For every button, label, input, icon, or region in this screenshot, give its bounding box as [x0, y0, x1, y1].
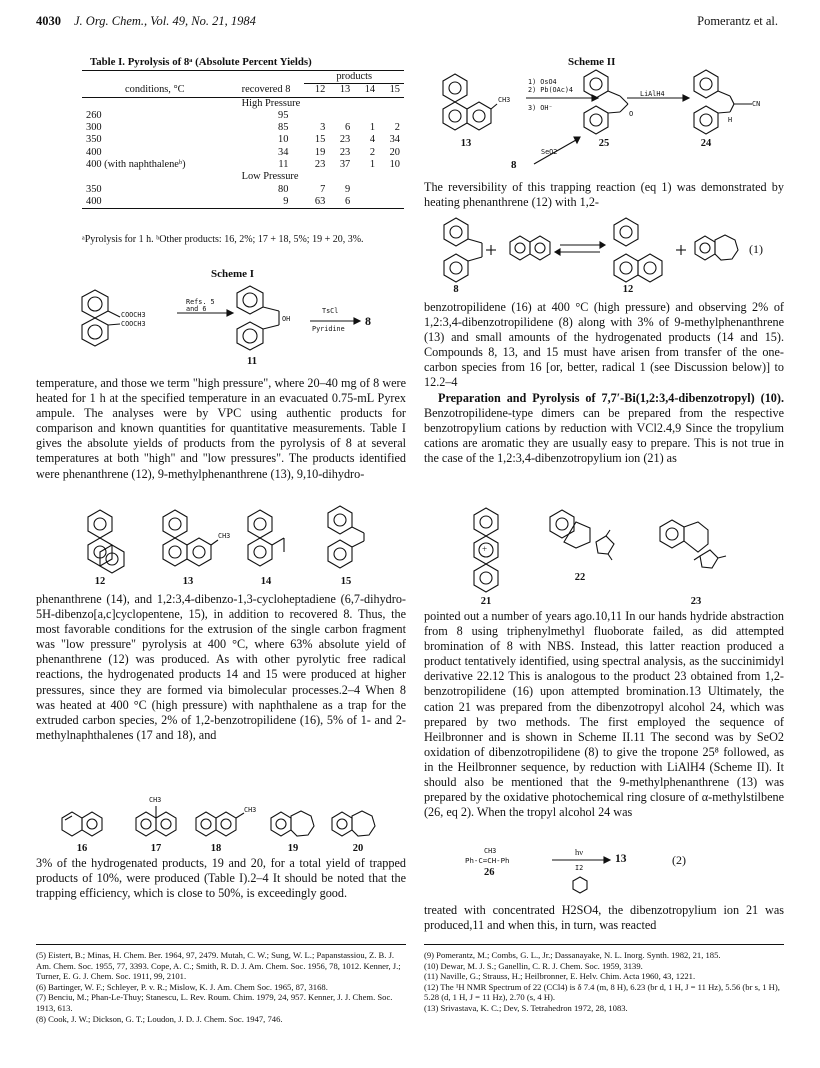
ch3-label-17: CH3: [149, 796, 162, 804]
yield-cell: 4: [369, 134, 376, 146]
compound-label-17: 17: [150, 843, 162, 854]
left-paragraph-1: temperature, and those we term "high pressure", where 20–40 mg of 8 were heated for 1 h at the specified temperature in an evacuated 0.75-mL Pyrex ampule. The analyses were by VPC using authentic products for comparison and known quantities for quantitative measurements. Table I gives the absolute yields of products from the pyrolysis of 8 at several temperatures at both "high" and "low pressures". The products identified were phenanthrene (12), 9-methylphenanthrene (13), 9,10-dihydro-: [36, 376, 406, 481]
footnote-11: (11) Naville, G.; Strauss, H.; Heilbronner, E. Helv. Chim. Acta 1960, 43, 1221.: [424, 971, 696, 982]
scheme1-reagent-2b: Pyridine: [312, 325, 345, 333]
yield-cell: 9: [345, 183, 351, 195]
page-number: 4030: [36, 14, 61, 28]
compound-label-11: 11: [247, 356, 257, 367]
condition-cell: 400: [86, 146, 102, 158]
footnote-9: (9) Pomerantz, M.; Combs, G. L., Jr.; Dassanayake, N. L. Inorg. Synth. 1982, 21, 185.: [424, 950, 721, 960]
yield-cell: 7: [320, 183, 326, 195]
yield-cell: 63: [314, 195, 326, 207]
footnote-12: (12) The ¹H NMR Spectrum of 22 (CCl4) is δ 7.4 (m, 8 H), 6.23 (br d, 1 H, J = 11 Hz), 5.56 (br s, 1 H), 5.28 (d, 1 H, J = 11 Hz), 2.70 (s, 4 H).: [424, 981, 780, 1003]
yield-cell: 2: [369, 146, 376, 158]
footnotes-left: [36, 950, 406, 1024]
condition-cell: 260: [86, 109, 102, 121]
yield-cell: 6: [345, 195, 351, 207]
left-paragraph-3: 3% of the hydrogenated products, 19 and 20, for a total yield of trapped products of 10%, were produced (Table I).2–4 It should be noted that the trapping efficiency, which is close to 50%, is exceedingly good.: [36, 856, 406, 901]
footnote-7: (7) Benciu, M.; Phan-Le-Thuy; Stanescu, L. Rev. Roum. Chim. 1979, 24, 957. Kenner, J. J. Chem. Soc. 1913, 613.: [36, 992, 393, 1013]
condition-cell: 400 (with naphthaleneᵇ): [86, 159, 186, 171]
yield-cell: 6: [345, 122, 351, 134]
scheme2-lialh4: LiAlH4: [640, 90, 665, 98]
footnote-10: (10) Dewar, M. J. S.; Ganellin, C. R. J. Chem. Soc. 1959, 3139.: [424, 960, 643, 971]
yield-cell: 10: [278, 134, 289, 146]
cooch3-b: COOCH3: [121, 320, 146, 328]
right-paragraph-5: treated with concentrated H2SO4, the dibenzotropylium ion 21 was produced,11 and when this, in turn, was reacted: [424, 903, 784, 933]
eq2-hv: hν: [575, 847, 584, 857]
footnote-8: (8) Cook, J. W.; Dickson, G. T.; Loudon, J. D. J. Chem. Soc. 1947, 746.: [36, 1013, 283, 1024]
products-header: products: [304, 71, 404, 84]
compound-label-19: 19: [287, 843, 299, 854]
right-paragraph-4: pointed out a number of years ago.10,11 In our hands hydride abstraction from 8 using triphenylmethyl fluoborate failed, as did attempted bromination of 8 with NBS. Instead, this latter reaction produced a product tentatively identified, using spectral analysis, as the succinimidyl derivative 22.12 This is analogous to the product 23 obtained from 1,2-benzotropilidene (16) upon attempted bromination.13 Ultimately, the cation 21 was prepared from the dibenzotropyl alcohol 24, which was prepared by two methods. The first employed the sequence of Heilbronner and is shown in Scheme II.11 The second was by SeO2 oxidation of dibenzotropilidene (8) to give the tropone 25⁸ followed, as in the Heilbronner sequence, by reduction with LiAlH4 (Scheme II). It should also be mentioned that the 9-methylphenanthrene (13) was prepared by the oxidative photochemical ring closure of α-methylstilbene (26, eq 2). When the tropyl alcohol 24 was: [424, 609, 784, 820]
condition-cell: 400: [86, 195, 102, 207]
compound-label-15: 15: [340, 576, 352, 587]
yield-cell: 34: [278, 146, 289, 158]
compound-label-20: 20: [352, 843, 364, 854]
eq2-number: (2): [672, 853, 686, 867]
condition-cell: 350: [86, 183, 102, 195]
condition-cell: 300: [86, 122, 102, 134]
eq2-formula: Ph-C=CH-Ph: [465, 856, 510, 865]
scheme1-reagent-1a: Refs. 5: [186, 298, 215, 306]
table-title: Table I. Pyrolysis of 8ᵃ (Absolute Percent Yields): [90, 56, 312, 68]
yield-cell: 15: [314, 134, 326, 146]
cooch3-a: COOCH3: [121, 311, 146, 319]
right-paragraph-2: benzotropilidene (16) at 400 °C (high pressure) and observing 2% of 1,2:3,4-dibenzotropilidene (8) along with 3% of 9-methylphenanthrene (13) and small amounts of the hydrogenated products (14 and 15). Compounds 8, 13, and 15 must have arisen from transfer of the one-carbon species from 16 [or, better, radical 1 (see Discussion below)] to 12.2–4: [424, 300, 784, 390]
yield-cell: 85: [278, 122, 289, 134]
ch3-label-18: CH3: [244, 806, 257, 814]
compound-label-23: 23: [690, 596, 702, 607]
yield-cell: 11: [278, 159, 289, 171]
yield-cell: 23: [339, 134, 351, 146]
table-footnote: ᵃPyrolysis for 1 h. ᵇOther products: 16, 2%; 17 + 18, 5%; 19 + 20, 3%.: [82, 234, 364, 245]
scheme2-label-13: 13: [460, 138, 472, 149]
table-header-row: conditions, °C recovered 8 12 13 14 15: [82, 84, 404, 97]
scheme2-label-25: 25: [598, 138, 610, 149]
scheme2-label-8: 8: [511, 159, 517, 171]
scheme2-h: H: [728, 116, 733, 124]
eq1-number: (1): [749, 242, 763, 256]
yield-cell: 10: [389, 159, 400, 171]
yield-cell: 80: [278, 183, 289, 195]
eq2-ch3: CH3: [484, 847, 497, 855]
scheme2-cn: CN: [752, 100, 761, 108]
yield-cell: 9: [283, 195, 289, 207]
footnotes-right: [424, 950, 784, 1014]
yield-cell: 1: [369, 122, 376, 134]
left-paragraph-2: phenanthrene (14), and 1,2:3,4-dibenzo-1,3-cycloheptadiene (6,7-dihydro-5H-dibenzo[a,c]cyclopentene, 15), in addition to recovered 8. Thus, the most favorable conditions for the extrusion of the single carbon fragment was "low pressure" pyrolysis at 400 °C, where 63% absolute yield of phenanthrene (12) was produced. As with other pyrolytic free radical reactions, the hydrogenated products 14 and 15 were produced at higher pressures, since they are formed via bimolecular processes.2–4 When 8 was heated at 400 °C (high pressure) with naphthalene as a trap for the extruded carbon species, 2% of 1,2-benzotropilidene (16), 5% of 1- and 2-methylnaphthalenes (17 and 18), and: [36, 592, 406, 742]
scheme1-product: 8: [365, 314, 371, 328]
scheme1-reagent-1b: and 6: [186, 305, 207, 313]
section-text: Benzotropilidene-type dimers can be prepared from the respective benzotropylium cations by reduction with VCl2.4,9 Since the tropylium cations are aromatic they are usually easy to prepare. This is not true in the case of the 1,2:3,4-dibenzotropylium ion (21) as: [424, 406, 784, 466]
scheme2-seo2: SeO2: [541, 148, 558, 156]
scheme2-step2: 2) Pb(OAc)4: [528, 86, 574, 94]
yield-cell: 2: [394, 122, 400, 134]
cation-plus-icon: +: [482, 544, 488, 554]
scheme1-reagent-2a: TsCl: [322, 307, 339, 315]
eq2-i2: I2: [575, 864, 584, 872]
yield-cell: 19: [314, 146, 326, 158]
eq1-label-12: 12: [622, 284, 634, 295]
section-heading: Preparation and Pyrolysis of 7,7′-Bi(1,2:3,4-dibenzotropyl) (10).: [438, 391, 784, 405]
yield-cell: 23: [339, 146, 351, 158]
right-paragraph-1: The reversibility of this trapping reaction (eq 1) was demonstrated by heating phenanthrene (12) with 1,2-: [424, 180, 784, 210]
scheme2-step3: 3) OH⁻: [528, 104, 553, 112]
low-pressure-label: Low Pressure: [241, 171, 299, 183]
eq2-product: 13: [615, 853, 627, 865]
scheme2-ch3: CH3: [498, 96, 511, 104]
yield-cell: 23: [314, 159, 326, 171]
condition-cell: 350: [86, 134, 102, 146]
scheme2-step1: 1) OsO4: [528, 78, 557, 86]
ch3-label-13: CH3: [218, 532, 231, 540]
author-header: Pomerantz et al.: [697, 14, 778, 28]
compound-label-21: 21: [480, 596, 492, 607]
footnote-6: (6) Bartinger, W. F.; Schleyer, P. v. R.; Mislow, K. J. Am. Chem Soc. 1965, 87, 3168.: [36, 981, 328, 992]
compound-label-14: 14: [260, 576, 272, 587]
eq2-label-26: 26: [484, 867, 495, 878]
yield-cell: 3: [320, 122, 326, 134]
compound-label-13: 13: [182, 576, 194, 587]
yield-cell: 20: [389, 146, 400, 158]
eq1-label-8: 8: [453, 284, 459, 295]
scheme1-title: Scheme I: [211, 268, 255, 280]
yield-cell: 37: [339, 159, 351, 171]
high-pressure-label: High Pressure: [241, 97, 301, 109]
compound-label-12: 12: [94, 576, 106, 587]
compound-label-22: 22: [574, 572, 586, 583]
scheme2-title: Scheme II: [568, 56, 616, 68]
scheme2-label-24: 24: [700, 138, 712, 149]
tropone-o: O: [629, 110, 634, 118]
compound-label-18: 18: [210, 843, 222, 854]
footnote-5: (5) Eistert, B.; Minas, H. Chem. Ber. 1964, 97, 2479. Mutah, C. W.; Sung, W. L.; Papanstassiou, Z. B. J. Am. Chem. Soc. 1955, 77, 3393. Cope, A. C.; Smith, R. D. J. Am. Chem. Soc. 1956, 78, 1012. Kenner, J.; Turner, E. G. J. Chem. Soc. 1911, 99, 2101.: [36, 950, 401, 982]
journal-header: J. Org. Chem., Vol. 49, No. 21, 1984: [74, 14, 256, 28]
scheme1-oh: OH: [282, 315, 291, 323]
compound-label-16: 16: [76, 843, 88, 854]
yield-cell: 34: [389, 134, 400, 146]
yield-cell: 95: [278, 109, 289, 121]
footnote-13: (13) Srivastava, K. C.; Dev, S. Tetrahedron 1972, 28, 1083.: [424, 1002, 628, 1013]
yield-cell: 1: [369, 159, 376, 171]
